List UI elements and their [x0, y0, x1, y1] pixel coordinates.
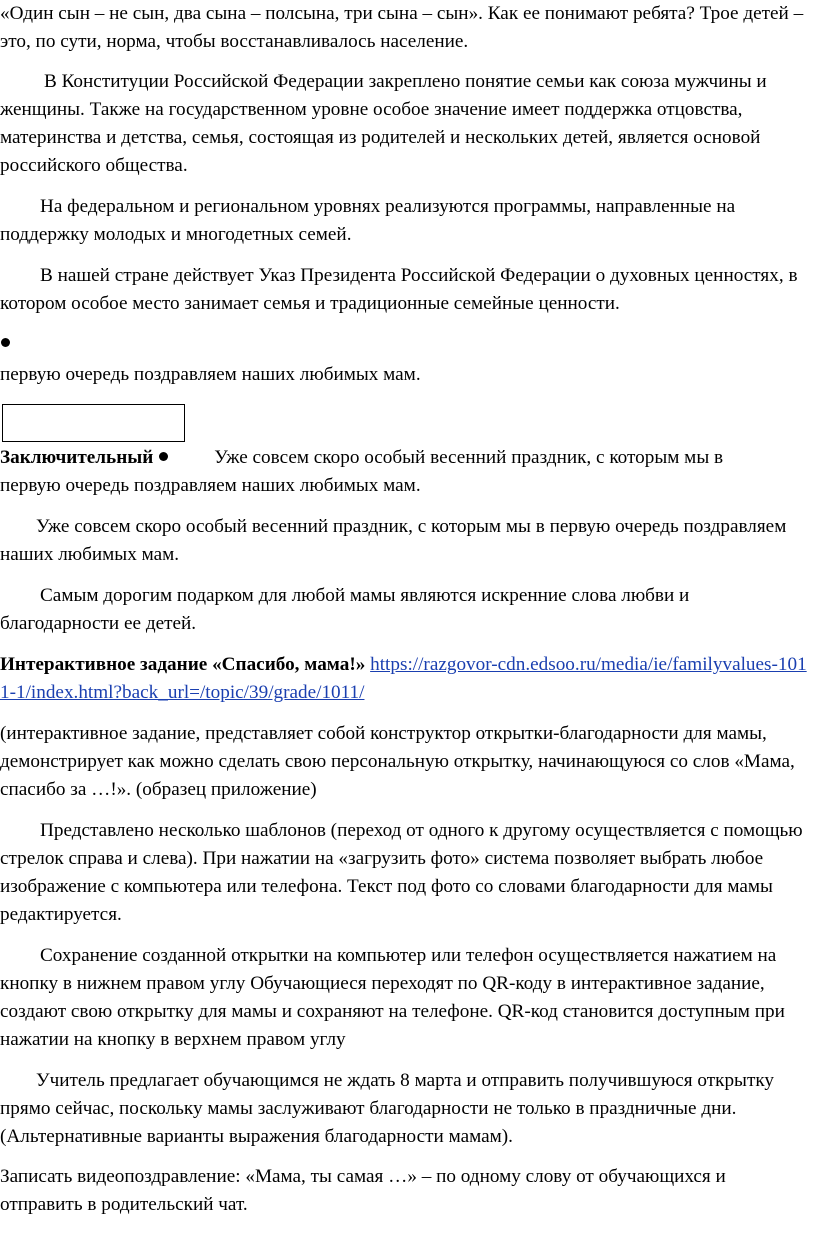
paragraph-teacher: Учитель предлагает обучающимся не ждать 8 марта и отправить получившуюся открытку прямо сейчас, поскольку мамы заслуживают благодарности не только в праздничные дни. (Альтернативные варианты выражения благодарности мамам). — [0, 1070, 774, 1147]
paragraph-templates: Представлено несколько шаблонов (переход от одного к другому осуществляется с помощью стрелок справа и слева). При нажатии на «загрузить фото» система позволяет выбрать любое изображение с компьютера или телефона. Текст под фото со словами благодарности для мамы редактируется. — [0, 820, 803, 925]
conclusion-text-line2: первую очередь поздравляем наших любимых мам. — [0, 475, 421, 496]
paragraph-decree: В нашей стране действует Указ Президента Российской Федерации о духовных ценностях, в котором особое место занимает семья и традиционные семейные ценности. — [0, 265, 798, 314]
conclusion-label: Заключительный — [0, 447, 154, 468]
conclusion-text-line1: Уже совсем скоро особый весенний праздник, с которым мы в — [214, 447, 724, 468]
interactive-task-link[interactable]: https://razgovor-cdn.edsoo.ru/media/ie/familyvalues-1011-1/index.html?back_url=/topic/39/grade/1011/ — [0, 654, 807, 703]
paragraph-saving: Сохранение созданной открытки на компьютер или телефон осуществляется нажатием на кнопку в нижнем правом углу Обучающиеся переходят по QR-коду в интерактивное задание, создают свою открытку для мамы и сохраняют на телефоне. QR-код становится доступным при нажатии на кнопку в верхнем правом углу — [0, 945, 785, 1050]
paragraph-fragment: первую очередь поздравляем наших любимых мам. — [0, 364, 421, 385]
interactive-label: Интерактивное задание «Спасибо, мама!» — [0, 654, 366, 675]
paragraph-conclusion — [0, 444, 812, 500]
paragraph-video: Записать видеопоздравление: «Мама, ты самая …» – по одному слову от обучающихся и отправить в родительский чат. — [0, 1166, 726, 1215]
paragraph-holiday: Уже совсем скоро особый весенний праздник, с которым мы в первую очередь поздравляем наших любимых мам. — [0, 516, 787, 565]
bullet-icon — [159, 452, 168, 461]
empty-frame — [2, 404, 185, 442]
paragraph-programs: На федеральном и региональном уровнях реализуются программы, направленные на поддержку молодых и многодетных семей. — [0, 196, 736, 245]
paragraph-gift: Самым дорогим подарком для любой мамы являются искренние слова любви и благодарности ее детей. — [0, 585, 690, 634]
bullet-icon — [1, 338, 10, 347]
paragraph-constitution: В Конституции Российской Федерации закреплено понятие семьи как союза мужчины и женщины. Также на государственном уровне особое значение имеет поддержка отцовства, материнства и детства, семья, состоящая из родителей и нескольких детей, является основой российского общества. — [0, 71, 767, 176]
paragraph-proverb: «Один сын – не сын, два сына – полсына, три сына – сын». Как ее понимают ребята? Трое детей – это, по сути, норма, чтобы восстанавливалось население. — [0, 3, 804, 52]
paragraph-interactive — [0, 651, 812, 707]
paragraph-description: (интерактивное задание, представляет собой конструктор открытки-благодарности для мамы, демонстрирует как можно сделать свою персональную открытку, начинающуюся со слов «Мама, спасибо за …!». (образец приложение) — [0, 723, 795, 800]
